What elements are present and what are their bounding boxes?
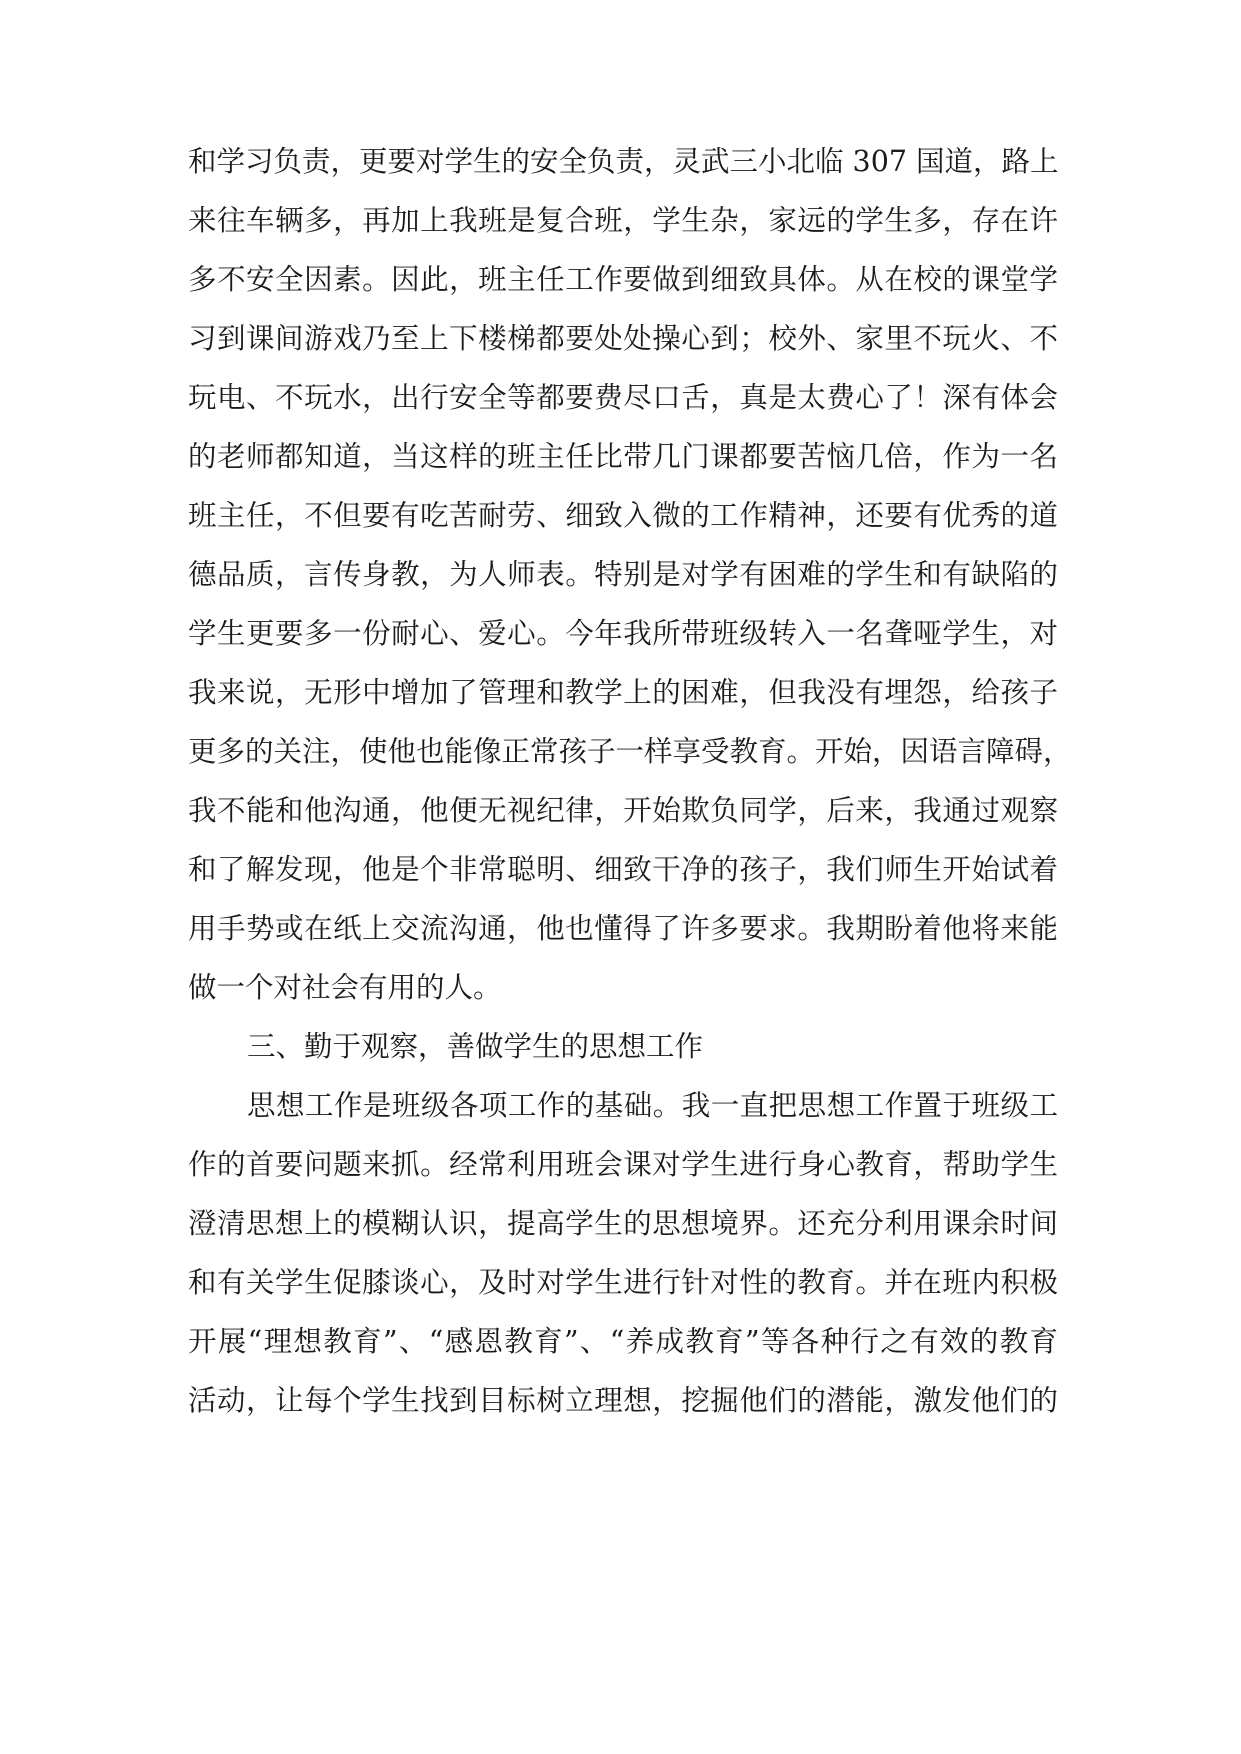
paragraph-1-line-9: 学生更要多一份耐心、爱心。今年我所带班级转入一名聋哑学生，对 bbox=[188, 617, 1058, 650]
paragraph-1-line-14: 用手势或在纸上交流沟通，他也懂得了许多要求。我期盼着他将来能 bbox=[188, 912, 1058, 945]
paragraph-2-line-3: 澄清思想上的模糊认识，提高学生的思想境界。还充分利用课余时间 bbox=[188, 1207, 1058, 1240]
paragraph-1-line-13: 和了解发现，他是个非常聪明、细致干净的孩子，我们师生开始试着 bbox=[188, 853, 1058, 886]
paragraph-2-line-2: 作的首要问题来抓。经常利用班会课对学生进行身心教育，帮助学生 bbox=[188, 1148, 1058, 1181]
paragraph-1-line-4: 习到课间游戏乃至上下楼梯都要处处操心到；校外、家里不玩火、不 bbox=[188, 322, 1058, 355]
paragraph-1-line-1: 和学习负责，更要对学生的安全负责，灵武三小北临 307 国道，路上 bbox=[188, 145, 1059, 178]
paragraph-2-line-1: 思想工作是班级各项工作的基础。我一直把思想工作置于班级工 bbox=[247, 1089, 1058, 1122]
section-heading: 三、勤于观察，善做学生的思想工作 bbox=[247, 1030, 704, 1063]
paragraph-1-line-10: 我来说，无形中增加了管理和教学上的困难，但我没有埋怨，给孩子 bbox=[188, 676, 1058, 709]
paragraph-1-line-5: 玩电、不玩水，出行安全等都要费尽口舌，真是太费心了！深有体会 bbox=[188, 381, 1058, 414]
paragraph-1-line-15: 做一个对社会有用的人。 bbox=[188, 971, 502, 1004]
paragraph-1-line-3: 多不安全因素。因此，班主任工作要做到细致具体。从在校的课堂学 bbox=[188, 263, 1058, 296]
paragraph-1-line-6: 的老师都知道，当这样的班主任比带几门课都要苦恼几倍，作为一名 bbox=[188, 440, 1058, 473]
paragraph-1-line-8: 德品质，言传身教，为人师表。特别是对学有困难的学生和有缺陷的 bbox=[188, 558, 1058, 591]
paragraph-1-line-2: 来往车辆多，再加上我班是复合班，学生杂，家远的学生多，存在许 bbox=[188, 204, 1058, 237]
paragraph-1-line-7: 班主任，不但要有吃苦耐劳、细致入微的工作精神，还要有优秀的道 bbox=[188, 499, 1058, 532]
paragraph-2-line-4: 和有关学生促膝谈心，及时对学生进行针对性的教育。并在班内积极 bbox=[188, 1266, 1058, 1299]
paragraph-1-line-11: 更多的关注，使他也能像正常孩子一样享受教育。开始，因语言障碍， bbox=[188, 735, 1072, 768]
paragraph-2-line-5: 开展“理想教育”、“感恩教育”、“养成教育”等各种行之有效的教育 bbox=[188, 1325, 1058, 1358]
paragraph-2-line-6: 活动，让每个学生找到目标树立理想，挖掘他们的潜能，激发他们的 bbox=[188, 1384, 1058, 1417]
paragraph-1-line-12: 我不能和他沟通，他便无视纪律，开始欺负同学，后来，我通过观察 bbox=[188, 794, 1058, 827]
